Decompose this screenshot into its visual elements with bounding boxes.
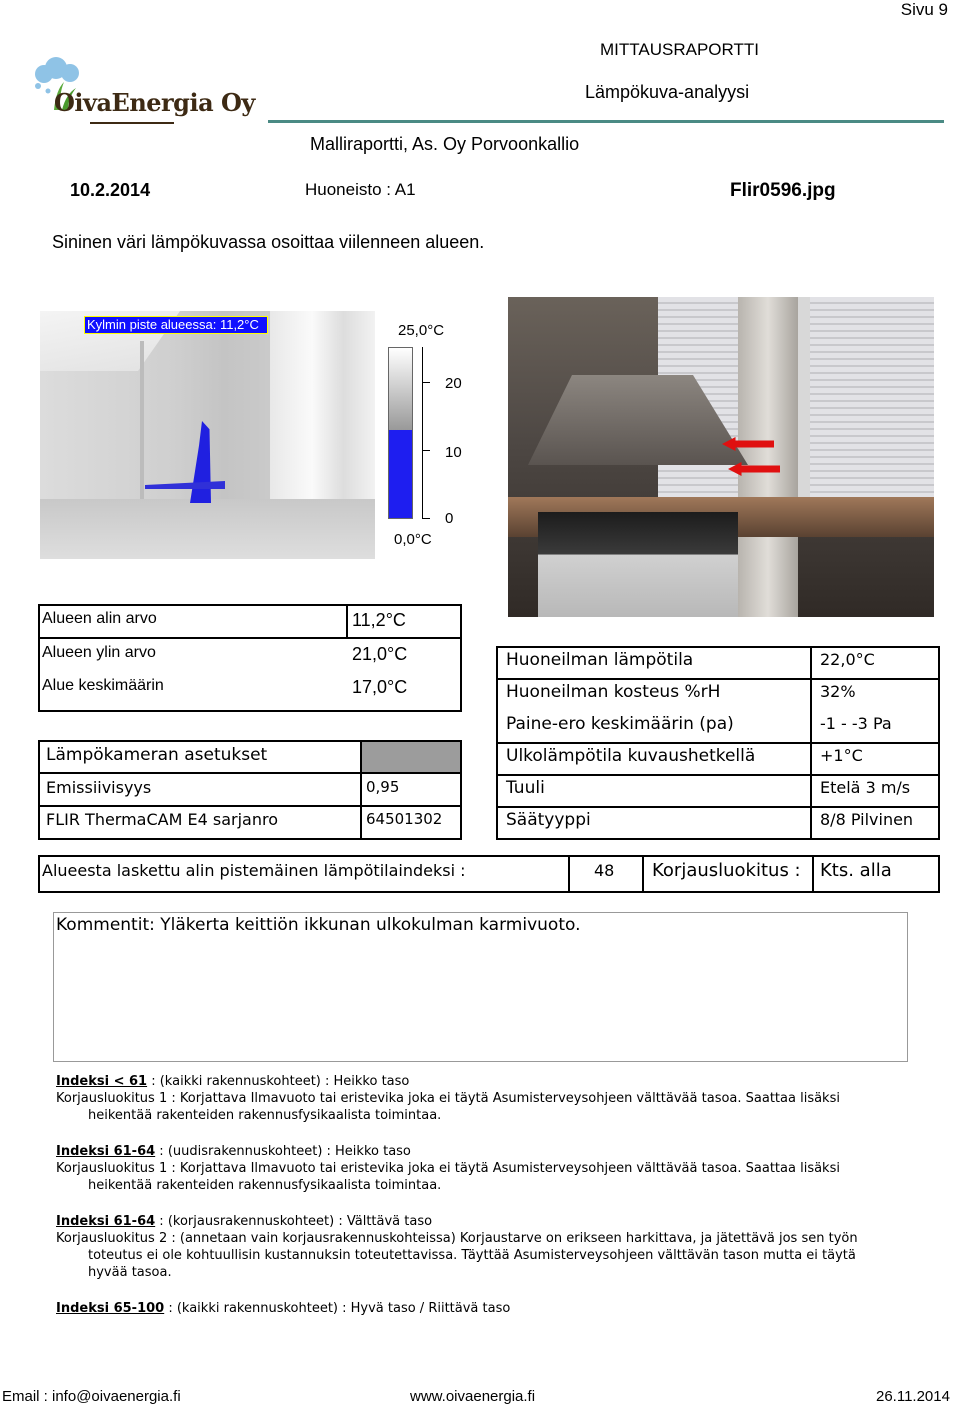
footer-email: Email : info@oivaenergia.fi	[2, 1388, 181, 1405]
wind-value: Etelä 3 m/s	[820, 778, 911, 797]
camera-header-cell	[360, 740, 462, 774]
report-subtitle: Lämpökuva-analyysi	[585, 82, 750, 102]
scale-tick	[422, 518, 430, 519]
legend-desc: : (kaikki rakennuskohteet) : Hyvä taso / Riittävä taso	[164, 1301, 511, 1316]
header-divider	[268, 120, 944, 123]
report-title: MITTAUSRAPORTTI	[600, 40, 759, 59]
legend-block	[56, 1143, 840, 1194]
area-avg-label: Alue keskimäärin	[42, 677, 164, 694]
pressure-diff-value: -1 - -3 Pa	[820, 714, 892, 733]
weather-label: Säätyyppi	[506, 810, 591, 830]
legend-title: Indeksi 61-64	[56, 1144, 156, 1159]
legend-line: Korjausluokitus 1 : Korjattava Ilmavuoto tai eristevika joka ei täytä Asumisterveysohjeen välttävää tasoa. Saattaa lisäksi	[56, 1091, 840, 1106]
color-note: Sininen väri lämpökuvassa osoittaa viilenneen alueen.	[52, 232, 485, 252]
outdoor-temp-label: Ulkolämpötila kuvaushetkellä	[506, 746, 756, 766]
company-logo	[30, 52, 270, 127]
scale-min: 0,0°C	[394, 531, 432, 548]
legend-block	[56, 1073, 840, 1124]
scale-axis	[422, 347, 423, 519]
legend-desc: : (uudisrakennuskohteet) : Heikko taso	[155, 1144, 411, 1159]
footer-website: www.oivaenergia.fi	[410, 1388, 536, 1405]
measurement-date: 10.2.2014	[70, 180, 151, 200]
table-divider	[496, 806, 940, 808]
room-temp-value: 22,0°C	[820, 650, 875, 669]
cold-area-edge	[145, 481, 225, 489]
temperature-index-value: 48	[594, 861, 615, 880]
legend-title: Indeksi < 61	[56, 1074, 148, 1089]
correction-class-value: Kts. alla	[820, 860, 892, 881]
room-humidity-label: Huoneilman kosteus %rH	[506, 682, 721, 702]
table-divider	[810, 646, 812, 840]
correction-class-label: Korjausluokitus :	[652, 860, 801, 881]
camera-settings-title: Lämpökameran asetukset	[46, 745, 268, 765]
room-humidity-value: 32%	[820, 682, 856, 701]
outdoor-temp-value: +1°C	[820, 746, 863, 765]
legend-line: Korjausluokitus 1 : Korjattava Ilmavuoto tai eristevika joka ei täytä Asumisterveysohjeen välttävää tasoa. Saattaa lisäksi	[56, 1161, 840, 1176]
area-min-label: Alueen alin arvo	[42, 610, 157, 627]
weather-value: 8/8 Pilvinen	[820, 810, 914, 829]
scale-tick	[422, 450, 430, 451]
area-avg-value: 17,0°C	[352, 677, 408, 697]
table-divider	[496, 774, 940, 776]
legend-title: Indeksi 65-100	[56, 1301, 165, 1316]
legend-line: Korjausluokitus 2 : (annetaan vain korjausrakennuskohteissa) Korjaustarve on erikseen harkittava, ja jätettävä jos sen työn	[56, 1231, 858, 1246]
legend-line: toteutus ei ole kohtuullisin kustannuksin toteutettavissa. Täyttää Asumisterveysohjeen välttävän tason mutta ei täytä	[88, 1248, 856, 1263]
area-max-label: Alueen ylin arvo	[42, 644, 156, 661]
image-filename: Flir0596.jpg	[730, 180, 836, 201]
photo-stove	[538, 512, 738, 617]
table-divider	[496, 678, 940, 680]
temperature-index-label: Alueesta laskettu alin pistemäinen lämpötilaindeksi :	[42, 861, 466, 880]
thermal-sill	[40, 499, 375, 559]
photo-curtain	[738, 297, 798, 617]
table-divider	[38, 805, 462, 807]
legend-desc: : (korjausrakennuskohteet) : Välttävä taso	[155, 1214, 433, 1229]
table-divider	[642, 855, 644, 893]
legend-block	[56, 1300, 510, 1317]
footer-date: 26.11.2014	[876, 1388, 950, 1405]
legend-block	[56, 1213, 858, 1281]
emissivity-value: 0,95	[366, 778, 400, 796]
wind-label: Tuuli	[506, 778, 545, 798]
cold-area	[190, 421, 220, 503]
scale-tick-label: 10	[445, 444, 462, 461]
pressure-diff-label: Paine-ero keskimäärin (pa)	[506, 714, 734, 734]
photo-window-frame	[798, 297, 810, 507]
building-name: Malliraportti, As. Oy Porvoonkallio	[310, 134, 580, 154]
area-max-value: 21,0°C	[352, 644, 408, 664]
scale-max: 25,0°C	[398, 322, 445, 339]
temperature-scale-bar	[388, 347, 413, 519]
legend-desc: : (kaikki rakennuskohteet) : Heikko taso	[147, 1074, 410, 1089]
room-temp-label: Huoneilman lämpötila	[506, 650, 694, 670]
cold-point-label: Kylmin piste alueessa: 11,2°C	[84, 316, 268, 334]
visual-photo	[508, 297, 934, 617]
scale-tick-label: 0	[445, 510, 454, 527]
scale-tick	[422, 382, 430, 383]
emissivity-label: Emissiivisyys	[46, 778, 152, 797]
scale-tick-label: 20	[445, 375, 462, 392]
logo-underline	[90, 122, 174, 124]
legend-line: heikentää rakenteiden rakennusfysikaalista toimintaa.	[88, 1178, 442, 1193]
legend-line: hyvää tasoa.	[88, 1265, 172, 1280]
table-divider	[812, 855, 814, 893]
area-min-value: 11,2°C	[352, 610, 406, 630]
apartment: Huoneisto : A1	[305, 180, 416, 199]
legend-title: Indeksi 61-64	[56, 1214, 156, 1229]
page-number: Sivu 9	[900, 0, 948, 19]
thermal-wall-edge	[140, 341, 144, 521]
logo-text: OivaEnergia Oy	[54, 88, 255, 117]
camera-serial-label: FLIR ThermaCAM E4 sarjanro	[46, 810, 278, 829]
table-divider	[496, 742, 940, 744]
comments-text: Kommentit: Yläkerta keittiön ikkunan ulkokulman karmivuoto.	[56, 915, 581, 935]
camera-serial-value: 64501302	[366, 810, 443, 828]
legend-line: heikentää rakenteiden rakennusfysikaalista toimintaa.	[88, 1108, 442, 1123]
thermal-image	[40, 311, 375, 559]
table-divider	[568, 855, 570, 893]
